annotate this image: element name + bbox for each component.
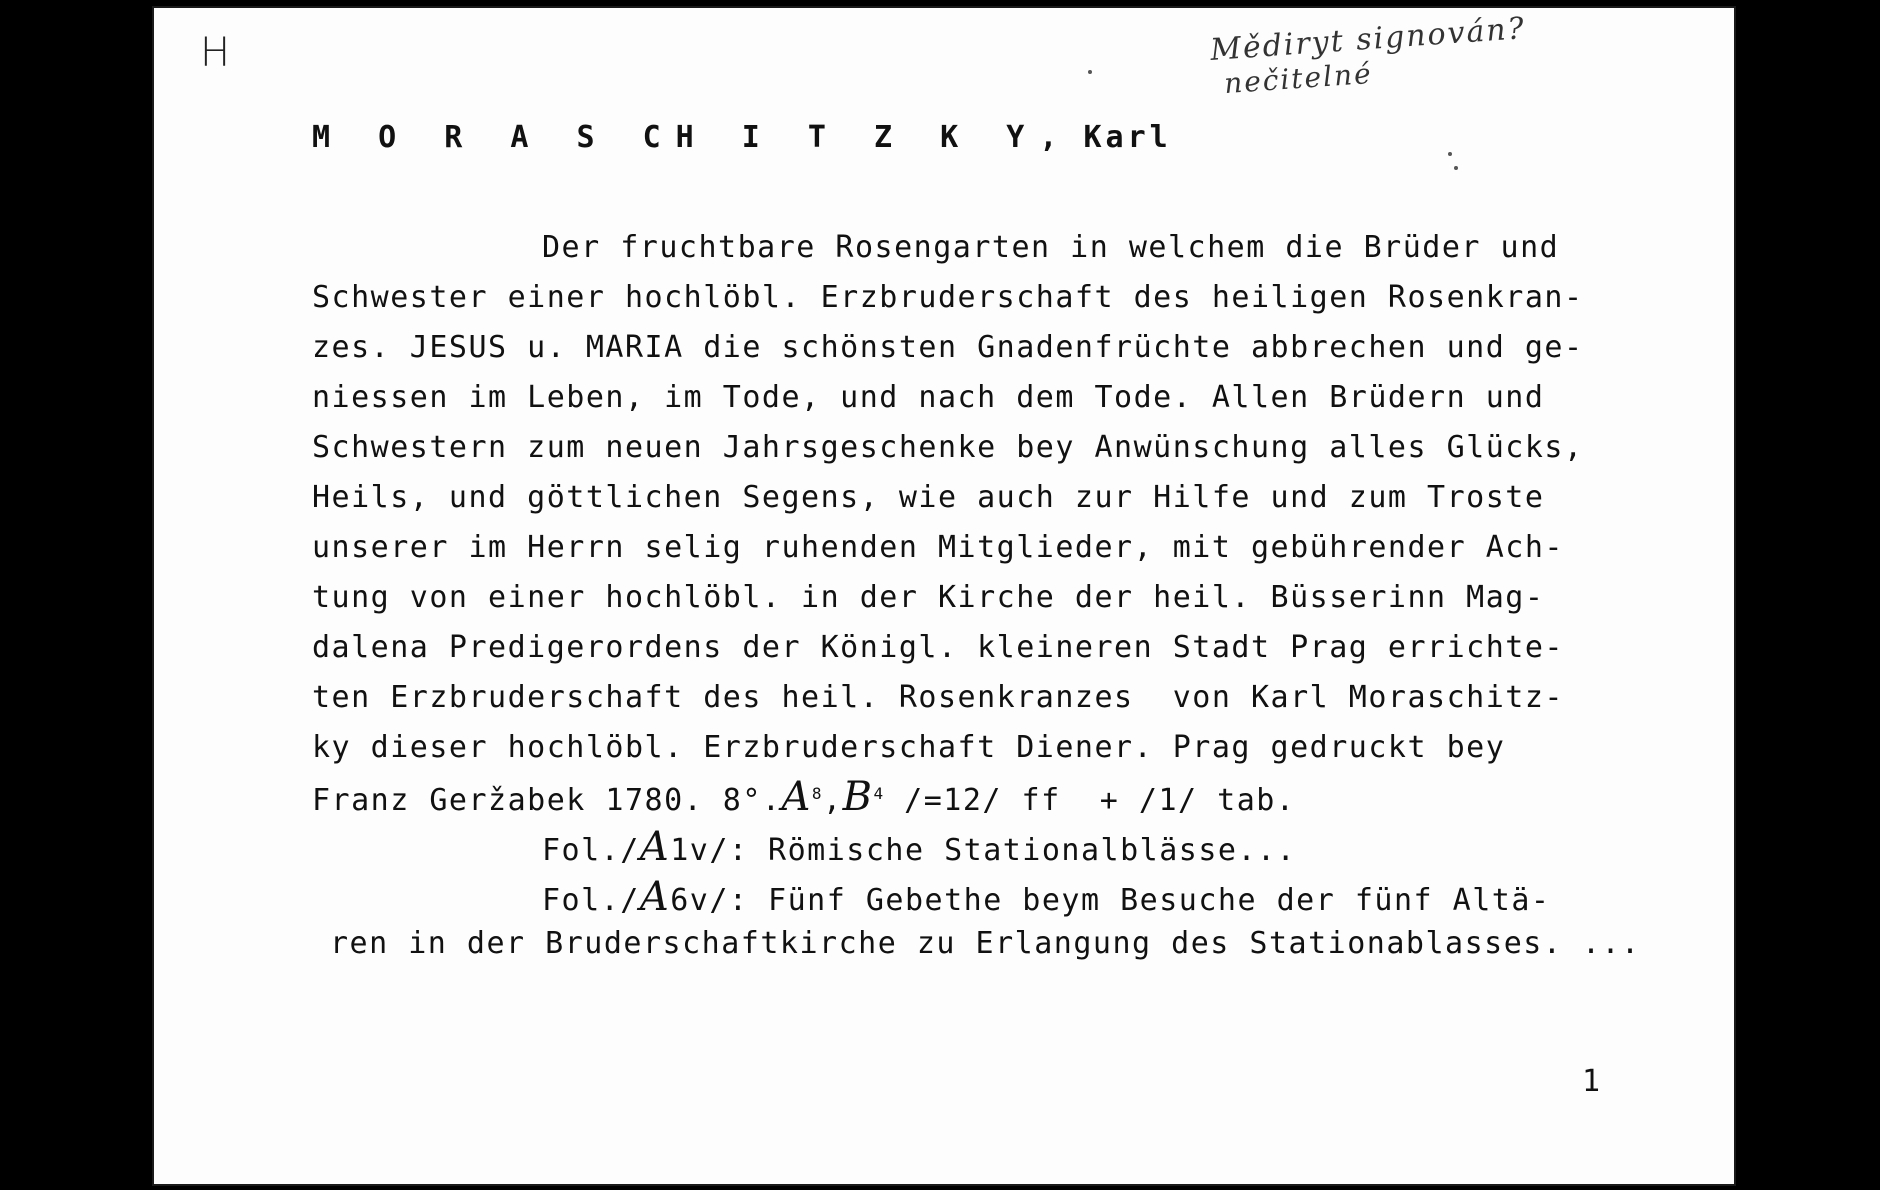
body-line-last: ren in der Bruderschaftkirche zu Erlangung des Stationablasses. ... xyxy=(330,926,1641,961)
speck xyxy=(1454,166,1458,170)
body-line: zes. JESUS u. MARIA die schönsten Gnadenfrüchte abbrechen und ge- xyxy=(312,330,1584,365)
author-surname: M O R A S CH I T Z K Y xyxy=(312,120,1040,155)
author-given-name: , Karl xyxy=(1039,120,1172,155)
collation-hand-a: A xyxy=(781,774,812,820)
body-line: unserer im Herrn selig ruhenden Mitglieder, mit gebührender Ach- xyxy=(312,530,1564,565)
folio-line xyxy=(542,874,1550,920)
collation-sup-a: 8 xyxy=(811,784,824,803)
folio-text: 1v/: Römische Stationalblässe... xyxy=(670,833,1297,868)
body-line: niessen im Leben, im Tode, und nach dem Tode. Allen Brüdern und xyxy=(312,380,1545,415)
body-line: Schwester einer hochlöbl. Erzbruderschaft des heiligen Rosenkran- xyxy=(312,280,1584,315)
folio-line xyxy=(542,824,1296,870)
handwritten-note-line-1: Mědiryt signován? xyxy=(1209,11,1527,68)
folio-hand-mark: A xyxy=(639,874,671,920)
imprint-text: Franz Geržabek 1780. 8°. xyxy=(312,783,782,818)
speck xyxy=(1448,152,1452,156)
page-number: 1 xyxy=(1582,1064,1601,1099)
body-line: Schwestern zum neuen Jahrsgeschenke bey Anwünschung alles Glücks, xyxy=(312,430,1584,465)
body-line: tung von einer hochlöbl. in der Kirche der heil. Büsserinn Mag- xyxy=(312,580,1545,615)
folio-prefix: Fol./ xyxy=(542,833,640,868)
collation-text: /=12/ ff + /1/ tab. xyxy=(884,783,1296,818)
body-line: dalena Predigerordens der Königl. kleineren Stadt Prag errichte- xyxy=(312,630,1564,665)
author-heading xyxy=(312,120,1172,155)
speck xyxy=(1088,70,1092,74)
corner-letter: H xyxy=(200,30,231,76)
folio-hand-mark: A xyxy=(639,824,671,870)
handwritten-note-line-2: nečitelné xyxy=(1223,56,1374,101)
folio-text: 6v/: Fünf Gebethe beym Besuche der fünf Altä- xyxy=(670,883,1551,918)
catalog-card xyxy=(152,6,1736,1186)
body-line: Der fruchtbare Rosengarten in welchem die Brüder und xyxy=(542,230,1560,265)
imprint-line: Franz Geržabek 1780. $8^\circ.A^8,B^4$ /=12/ ff + /1/ tab. xyxy=(312,774,1296,820)
body-line: Heils, und göttlichen Segens, wie auch zur Hilfe und zum Troste xyxy=(312,480,1545,515)
body-line: ky dieser hochlöbl. Erzbruderschaft Diener. Prag gedruckt bey xyxy=(312,730,1506,765)
collation-sup-b: 4 xyxy=(873,784,885,803)
body-line: ten Erzbruderschaft des heil. Rosenkranzes von Karl Moraschitz- xyxy=(312,680,1564,715)
collation-hand-b: B xyxy=(842,774,874,820)
folio-prefix: Fol./ xyxy=(542,883,640,918)
